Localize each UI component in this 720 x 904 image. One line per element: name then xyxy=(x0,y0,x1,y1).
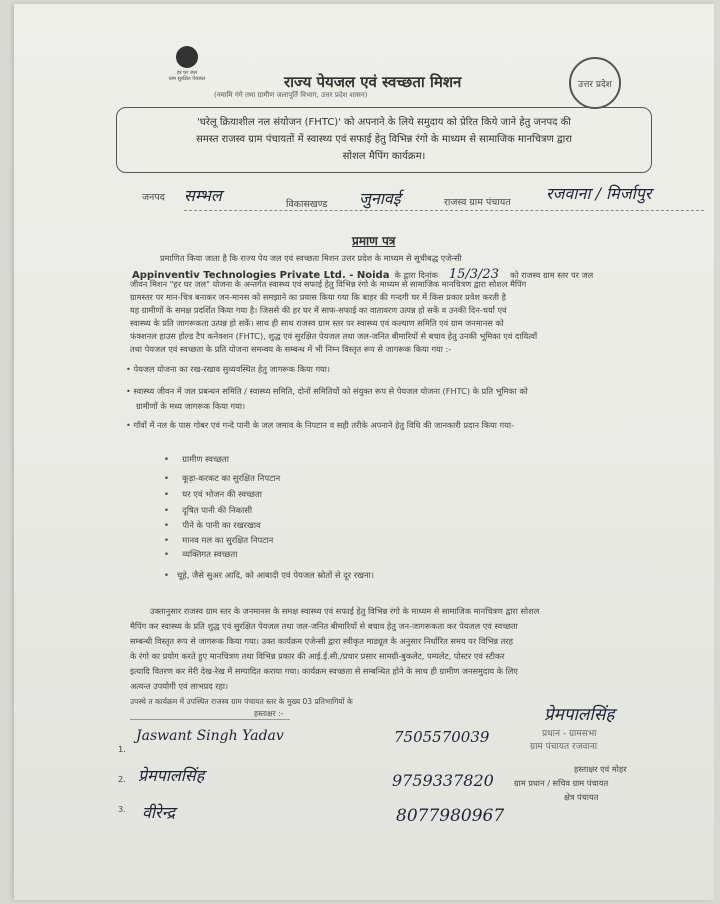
body-line-2-mid: के द्वारा दिनांक xyxy=(394,270,438,280)
sub-point-7-text: व्यक्तिगत स्वच्छता xyxy=(182,549,238,559)
point-1-text: पेयजल योजना का रख-रखाव सुव्यवस्थित हेतु जागरूक किया गया। xyxy=(133,364,331,374)
sub-point-2: • कूड़ा-करकट का सुरक्षित निपटान xyxy=(164,473,281,483)
seal-text: उत्तर प्रदेश xyxy=(578,79,612,90)
stamp-line-2: ग्राम पंचायत रजवाना xyxy=(530,742,598,752)
intro-box xyxy=(116,107,652,173)
left-logo-text: हर घर जल ग्राम सुरक्षित पेयजल xyxy=(168,70,206,82)
intro-line-3: सोशल मैपिंग कार्यक्रम। xyxy=(342,151,426,162)
sub-point-4: • दूषित पानी की निकासी xyxy=(164,505,253,515)
intro-line-2: समस्त राजस्व ग्राम पंचायतों में स्वास्थ्य एवं सफाई हेतु विभिन्न रंगो के माध्यम से सामाजिक मानचित्रण द्वारा xyxy=(196,134,572,145)
participant-1-phone: 7505570039 xyxy=(394,728,490,746)
sub-point-5: • पीने के पानी का रखरखाव xyxy=(164,520,261,530)
sub-point-8-text: चूहे, जैसे सुअर आदि, को आबादी एवं पेयजल स्रोतों से दूर रखना। xyxy=(176,570,375,580)
sub-point-3-text: घर एवं भोजन की स्वच्छता xyxy=(182,489,262,499)
participant-2-phone: 9759337820 xyxy=(392,771,494,790)
district-label: जनपद xyxy=(142,192,165,203)
certificate-title: प्रमाण पत्र xyxy=(352,234,396,248)
water-drop-icon xyxy=(176,46,198,68)
body-line-1: प्रमाणित किया जाता है कि राज्य पेय जल एवं स्वच्छता मिशन उत्तर प्रदेश के माध्यम से सूचीबद्ध एजेन्सी xyxy=(160,253,462,263)
district-value: सम्भल xyxy=(184,186,222,205)
body-line-2-end: को राजस्व ग्राम स्तर पर जल xyxy=(510,270,594,280)
sub-point-2-text: कूड़ा-करकट का सुरक्षित निपटान xyxy=(182,473,281,483)
sub-point-6-text: मानव मल का सुरक्षित निपटान xyxy=(182,535,274,545)
role-label: ग्राम प्रधान / सचिव ग्राम पंचायत xyxy=(514,778,609,788)
participant-1-number: 1. xyxy=(118,744,126,754)
body-line-7: फंक्शनल हाउस होल्ड टैप कनेक्शन (FHTC), शुद्ध एवं सुरक्षित पेयजल तथा जल-जनित बीमारियों से बचाव हेतु उनकी भूमिका एवं दायित्वों xyxy=(130,331,538,341)
sub-point-1: • ग्रामीण स्वच्छता xyxy=(164,454,229,464)
agency-name: Appinventiv Technologies Private Ltd. - Noida xyxy=(132,270,390,281)
body-line-6: स्वास्थ्य के प्रति जागरूकता उत्पन्न हो सकें। साथ ही साथ राजस्व ग्राम स्तर पर स्वास्थ्य एवं कल्याण समिति एवं ग्राम जनमानस को xyxy=(130,318,504,328)
participants-divider xyxy=(130,719,290,720)
up-govt-seal xyxy=(565,57,625,109)
participant-2-signature: प्रेमपालसिंह xyxy=(138,766,205,785)
event-date: 15/3/23 xyxy=(448,267,499,282)
sub-point-8: • चूहे, जैसे सुअर आदि, को आबादी एवं पेयजल स्रोतों से दूर रखना। xyxy=(164,570,375,580)
participant-3-signature: वीरेन्द्र xyxy=(142,803,176,822)
intro-line-1: 'घरेलू क्रियाशील नल संयोजन (FHTC)' को अपनाने के लिये समुदाय को प्रेरित किये जाने हेतु जनपद की xyxy=(197,117,571,128)
point-2-cont: ग्रामीणों के मध्य जागरूक किया गया। xyxy=(136,401,246,411)
stamp-line-1: प्रधान - ग्रामसभा xyxy=(542,729,597,739)
sub-point-4-text: दूषित पानी की निकासी xyxy=(182,505,253,515)
sign-label: हस्ताक्षर एवं मोहर xyxy=(574,764,627,774)
sub-point-7: • व्यक्तिगत स्वच्छता xyxy=(164,549,238,559)
sub-point-3: • घर एवं भोजन की स्वच्छता xyxy=(164,489,262,499)
location-divider xyxy=(184,210,704,211)
panchayat-label: राजस्व ग्राम पंचायत xyxy=(444,197,511,208)
seal-icon xyxy=(569,57,621,109)
body-line-3: जीवन मिशन "हर घर जल" योजना के अन्तर्गत स्वास्थ्य एवं सफाई हेतु विभिन्न रंगो के माध्यम से सामाजिक मानचित्रण द्वारा सोशल मैपिंग xyxy=(130,279,527,289)
closing-line-6: अत्यन्त उपयोगी एवं लाभप्रद रहा। xyxy=(130,681,229,691)
point-2: • स्वास्थ्य जीवन में जल प्रबन्धन समिति / स्वास्थ्य समिति, दोनों समितियों को संयुक्त रूप से पेयजल योजना (FHTC) के प्रति भूमिका को xyxy=(126,386,528,396)
closing-line-3: सम्बन्धी विस्तृत रूप से जागरूक किया गया। उक्त कार्यक्रम एजेन्सी द्वारा स्वीकृत माड्यूल के अनुसार निर्धारित समय पर विभिन्न तरह xyxy=(130,636,513,646)
block-label: विकासखण्ड xyxy=(286,199,328,210)
pradhan-signature: प्रेमपालसिंह xyxy=(544,705,615,725)
role-label-2: क्षेत्र पंचायत xyxy=(564,792,599,802)
page-subtitle: (नमामि गंगे तथा ग्रामीण जलापूर्ति विभाग, उत्तर प्रदेश शासन) xyxy=(214,91,368,99)
participant-1-signature: Jaswant Singh Yadav xyxy=(136,728,284,744)
point-2-text: स्वास्थ्य जीवन में जल प्रबन्धन समिति / स्वास्थ्य समिति, दोनों समितियों को संयुक्त रूप से पेयजल योजना (FHTC) के प्रति भूमिका को xyxy=(133,386,528,396)
closing-line-1: उक्तानुसार राजस्व ग्राम स्तर के जनमानस के समक्ष स्वास्थ्य एवं सफाई हेतु विभिन्न रंगो के माध्यम से सामाजिक मानचित्रण द्वारा सोशल xyxy=(150,606,540,616)
participant-3-phone: 8077980967 xyxy=(396,806,505,826)
document-page xyxy=(14,4,714,900)
closing-line-4: के रंगो का प्रयोग करते हुए मानचित्रण तथा विभिन्न प्रकार की आई.ई.सी./प्रचार प्रसार सामग्री-बुकलेट, पम्पलेट, पोस्टर एवं स्टीकर xyxy=(130,651,505,661)
har-ghar-jal-logo xyxy=(164,46,210,98)
panchayat-value: रजवाना / मिर्जापुर xyxy=(546,184,652,203)
point-1: • पेयजल योजना का रख-रखाव सुव्यवस्थित हेतु जागरूक किया गया। xyxy=(126,364,331,374)
body-line-8: तथा पेयजल एवं स्वच्छता के प्रति योजना समन्वय के सम्बन्ध में भी निम्न विस्तृत रूप से जागरूक किया गया :- xyxy=(130,344,452,354)
block-value: जुनावई xyxy=(359,189,401,208)
body-line-5: यह ग्रामीणों के समक्ष प्रदर्शित किया गया है। जिससे की हर घर में साफ-सफाई का वातावरण उत्पन्न हो सकें व उनकी दिन-चर्या एवं xyxy=(130,305,507,315)
point-3-text: गाँवों में नल के पास गोबर एवं गन्दे पानी के जल जमाव के निपटान व सही तरीके अपनाने हेतु विधि की जानकारी प्रदान किया गया- xyxy=(133,420,514,430)
closing-line-5: इत्यादि वितरण कर मेरी देख-रेख में सम्पादित कराया गया। कार्यक्रम स्वच्छता से सम्बन्धित होने के साथ ही ग्रामीण जनसमुदाय के लिए xyxy=(130,666,518,676)
sub-point-5-text: पीने के पानी का रखरखाव xyxy=(182,520,261,530)
sub-point-6: • मानव मल का सुरक्षित निपटान xyxy=(164,535,274,545)
page-title: राज्य पेयजल एवं स्वच्छता मिशन xyxy=(284,73,462,91)
participant-2-number: 2. xyxy=(118,774,126,784)
participants-intro-1: उपस्थे त कार्यक्रम में उपस्थित राजस्व ग्राम पंचायत स्तर के मुख्य 03 प्रतिभागियों के xyxy=(130,697,353,706)
closing-line-2: मैपिंग कर स्वास्थ्य के प्रति शुद्ध एवं सुरक्षित पेयजल तथा जल-जनित बीमारियों से बचाव हेतु जन-जागरूकता कर पेयजल एवं स्वच्छता xyxy=(130,621,518,631)
point-3: • गाँवों में नल के पास गोबर एवं गन्दे पानी के जल जमाव के निपटान व सही तरीके अपनाने हेतु विधि की जानकारी प्रदान किया गया- xyxy=(126,420,514,430)
participants-intro-2: हस्ताक्षर :- xyxy=(254,709,284,718)
sub-point-1-text: ग्रामीण स्वच्छता xyxy=(182,454,229,464)
participant-3-number: 3. xyxy=(118,804,126,814)
body-line-4: ग्रामस्तर पर मान-चित्र बनाकर जन-मानस को समझाने का प्रयास किया गया कि बाहर की गन्दगी घर में किस प्रकार प्रवेश करती है xyxy=(130,292,506,302)
